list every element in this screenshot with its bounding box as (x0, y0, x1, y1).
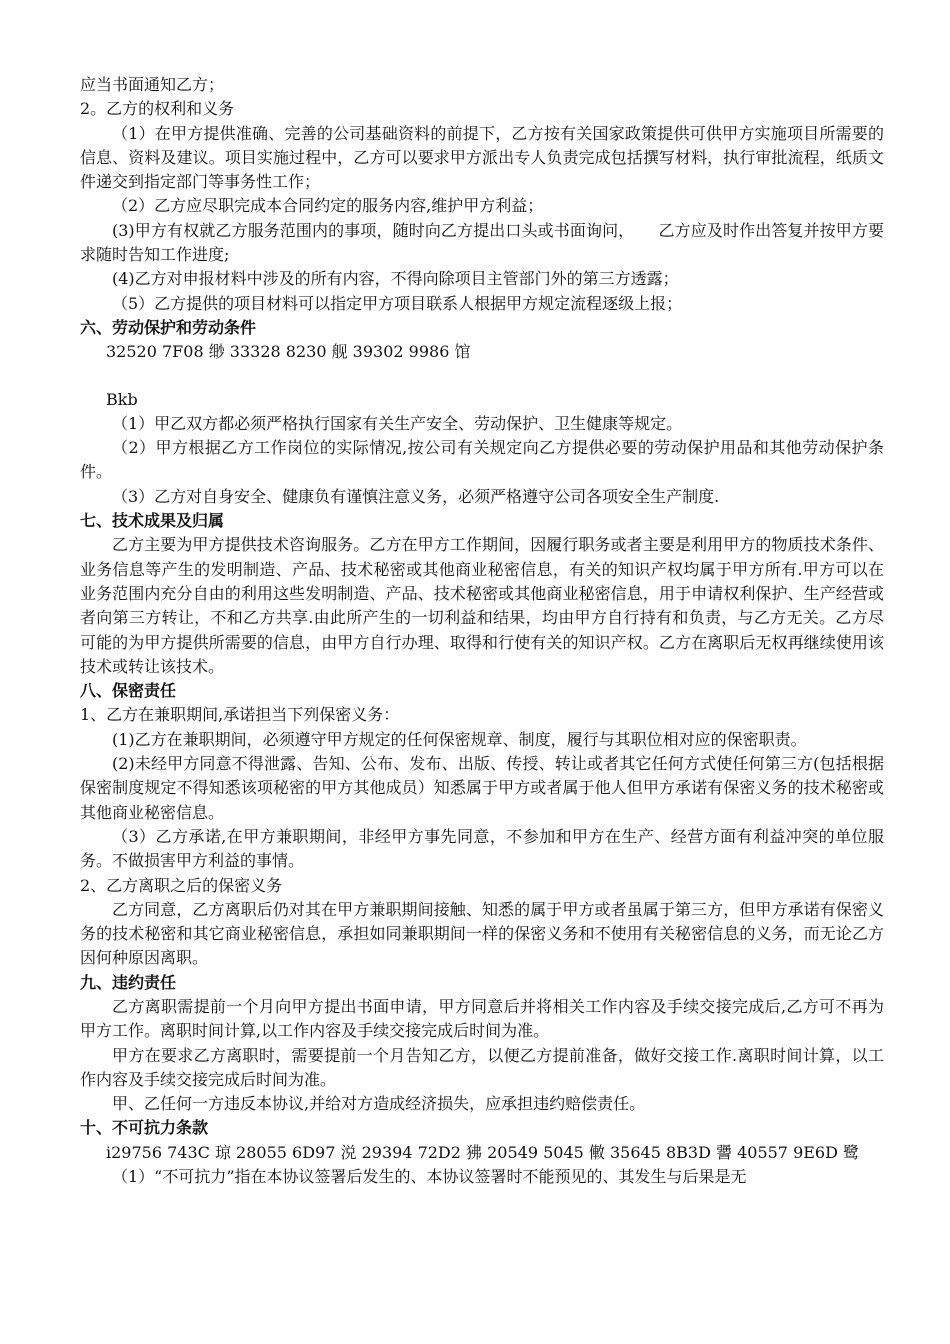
paragraph: (1)乙方在兼职期间，必须遵守甲方规定的任何保密规章、制度，履行与其职位相对应的保密职责。 (112, 729, 807, 749)
paragraph: 甲、乙任何一方违反本协议,并给对方造成经济损失，应承担违约赔偿责任。 (112, 1094, 646, 1114)
paragraph: （1）甲乙双方都必须严格执行国家有关生产安全、劳动保护、卫生健康等规定。 (112, 413, 683, 433)
paragraph: （2）甲方根据乙方工作岗位的实际情况,按公司有关规定向乙方提供必要的劳动保护用品和其他劳动保护条件。 (80, 438, 884, 482)
paragraph: （5）乙方提供的项目材料可以指定甲方项目联系人根据甲方规定流程逐级上报； (112, 293, 683, 313)
paragraph: 乙方同意，乙方离职后仍对其在甲方兼职期间接触、知悉的属于甲方或者虽属于第三方，但甲方承诺有保密义务的技术秘密和其它商业秘密信息，承担如同兼职期间一样的保密义务和不使用有关秘密信息的义务，而无论乙方因何种原因离职。 (80, 899, 884, 968)
paragraph: (4)乙方对申报材料中涉及的所有内容，不得向除项目主管部门外的第三方透露； (112, 269, 679, 289)
document-page (80, 73, 884, 1189)
section-heading: 六、劳动保护和劳动条件 (80, 317, 257, 337)
subsection-heading: 2。乙方的权利和义务 (80, 99, 235, 119)
subsection-heading: 1、乙方在兼职期间,承诺担当下列保密义务： (80, 705, 400, 725)
code-line: 32520 7F08 缈 33328 8230 舰 39302 9986 馆 (106, 342, 471, 362)
code-line: Bkb (106, 389, 138, 409)
paragraph: 乙方离职需提前一个月向甲方提出书面申请，甲方同意后并将相关工作内容及手续交接完成后,乙方可不再为甲方工作。离职时间计算,以工作内容及手续交接完成后时间为准。 (80, 996, 884, 1041)
text-line: 应当书面通知乙方； (80, 75, 225, 94)
section-heading: 十、不可抗力条款 (80, 1118, 209, 1138)
paragraph: （3）乙方承诺,在甲方兼职期间，非经甲方事先同意，不参加和甲方在生产、经营方面有利益冲突的单位服务。不做损害甲方利益的事情。 (80, 826, 884, 871)
section-heading: 八、保密责任 (80, 681, 177, 701)
paragraph: 甲方在要求乙方离职时，需要提前一个月告知乙方，以便乙方提前准备，做好交接工作.离职时间计算，以工作内容及手续交接完成后时间为准。 (80, 1045, 884, 1089)
paragraph: 乙方主要为甲方提供技术咨询服务。乙方在甲方工作期间，因履行职务或者主要是利用甲方的物质技术条件、业务信息等产生的发明制造、产品、技术秘密或其他商业秘密信息，有关的知识产权均属于甲方所有.甲方可以在业务范围内充分自由的利用这些发明制造、产品、技术秘密或其他商业秘密信息，用于申请权利保护、生产经营或者向第三方转让，不和乙方共享.由此所产生的一切利益和结果，均由甲方自行持有和负责，与乙方无关。乙方尽可能的为甲方提供所需要的信息，由甲方自行办理、取得和行使有关的知识产权。乙方在离职后无权再继续使用该技术或转让该技术。 (80, 535, 884, 676)
section-heading: 七、技术成果及归属 (80, 511, 225, 531)
subsection-heading: 2、乙方离职之后的保密义务 (80, 875, 283, 895)
paragraph: (3)甲方有权就乙方服务范围内的事项，随时向乙方提出口头或书面询问， 乙方应及时作出答复并按甲方要求随时告知工作进度; (80, 220, 884, 265)
paragraph: （2）乙方应尽职完成本合同约定的服务内容,维护甲方利益； (112, 196, 544, 216)
paragraph: （1）“不可抗力”指在本协议签署后发生的、本协议签署时不能预见的、其发生与后果是无 (112, 1167, 747, 1187)
paragraph: (2)未经甲方同意不得泄露、告知、公布、发布、出版、传授、转让或者其它任何方式使任何第三方(包括根据保密制度规定不得知悉该项秘密的甲方其他成员）知悉属于甲方或者属于他人但甲方承诺有保密义务的技术秘密或其他商业秘密信息。 (80, 754, 884, 822)
paragraph: （3）乙方对自身安全、健康负有谨慎注意义务，必须严格遵守公司各项安全生产制度. (112, 486, 720, 506)
code-line: i29756 743C 琼 28055 6D97 涚 29394 72D2 狒 20549 5045 僌 35645 8B3D 謽 40557 9E6D 鹭 (106, 1142, 860, 1162)
section-heading: 九、违约责任 (80, 972, 177, 992)
paragraph: （1）在甲方提供准确、完善的公司基础资料的前提下，乙方按有关国家政策提供可供甲方实施项目所需要的信息、资料及建议。项目实施过程中，乙方可以要求甲方派出专人负责完成包括撰写材料，执行审批流程，纸质文件递交到指定部门等事务性工作； (80, 123, 884, 192)
